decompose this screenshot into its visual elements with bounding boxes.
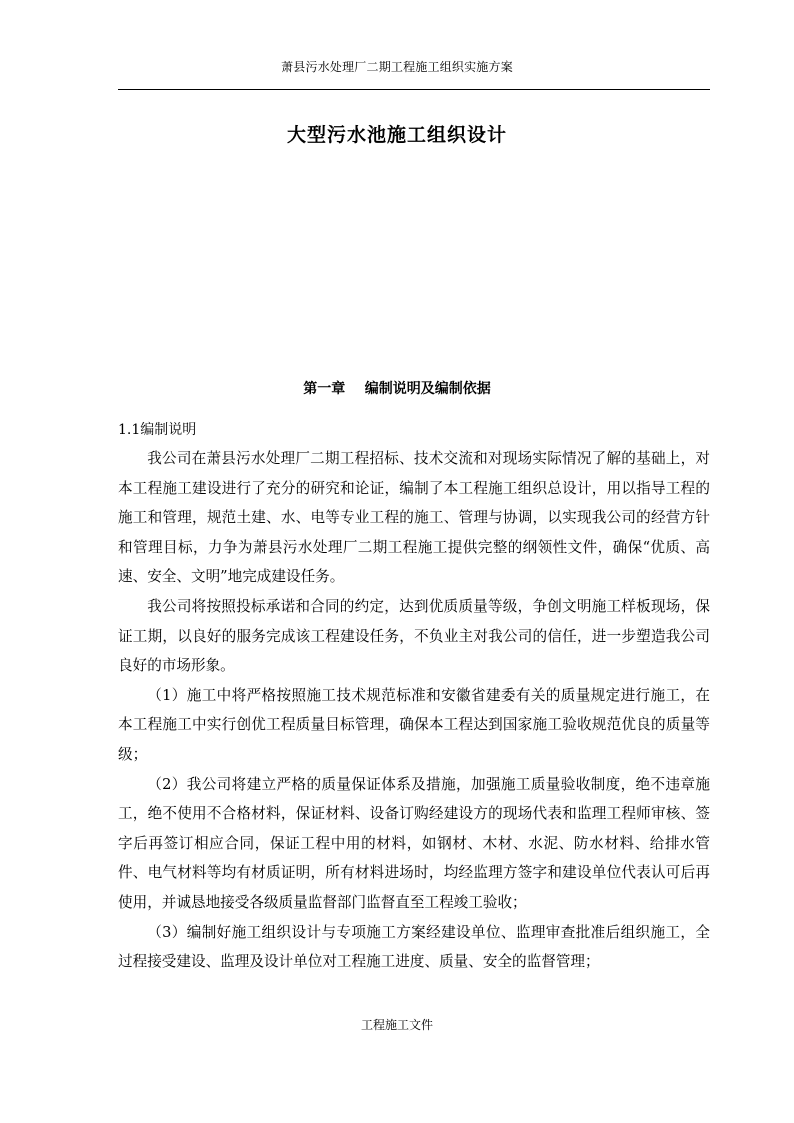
document-body	[118, 444, 710, 977]
paragraph: （2）我公司将建立严格的质量保证体系及措施，加强施工质量验收制度，绝不违章施工，绝不使用不合格材料，保证材料、设备订购经建设方的现场代表和监理工程师审核、签字后再签订相应合同，保证工程中用的材料，如钢材、木材、水泥、防水材料、给排水管件、电气材料等均有材质证明，所有材料进场时，均经监理方签字和建设单位代表认可后再使用，并诚恳地接受各级质量监督部门监督直至工程竣工验收；	[118, 775, 710, 911]
chapter-title: 第一章 编制说明及编制依据	[303, 381, 491, 397]
section-title: 1.1编制说明	[118, 422, 197, 438]
paragraph: 我公司在萧县污水处理厂二期工程招标、技术交流和对现场实际情况了解的基础上，对本工程施工建设进行了充分的研究和论证，编制了本工程施工组织总设计，用以指导工程的施工和管理，规范土建、水、电等专业工程的施工、管理与协调，以实现我公司的经营方针和管理目标，力争为萧县污水处理厂二期工程施工提供完整的纲领性文件，确保“优质、高速、安全、文明”地完成建设任务。	[118, 450, 710, 586]
paragraph: （1）施工中将严格按照施工技术规范标准和安徽省建委有关的质量规定进行施工，在本工程施工中实行创优工程质量目标管理，确保本工程达到国家施工验收规范优良的质量等级；	[118, 686, 710, 763]
paragraph: （3）编制好施工组织设计与专项施工方案经建设单位、监理审查批准后组织施工，全过程接受建设、监理及设计单位对工程施工进度、质量、安全的监督管理；	[118, 923, 710, 971]
header-divider	[118, 89, 710, 90]
document-title: 大型污水池施工组织设计	[286, 124, 507, 146]
page-footer: 工程施工文件	[360, 1018, 433, 1032]
page-header: 萧县污水处理厂二期工程施工组织实施方案	[281, 60, 513, 74]
paragraph: 我公司将按照投标承诺和合同的约定，达到优质质量等级，争创文明施工样板现场，保证工期，以良好的服务完成该工程建设任务，不负业主对我公司的信任，进一步塑造我公司良好的市场形象。	[118, 597, 710, 675]
